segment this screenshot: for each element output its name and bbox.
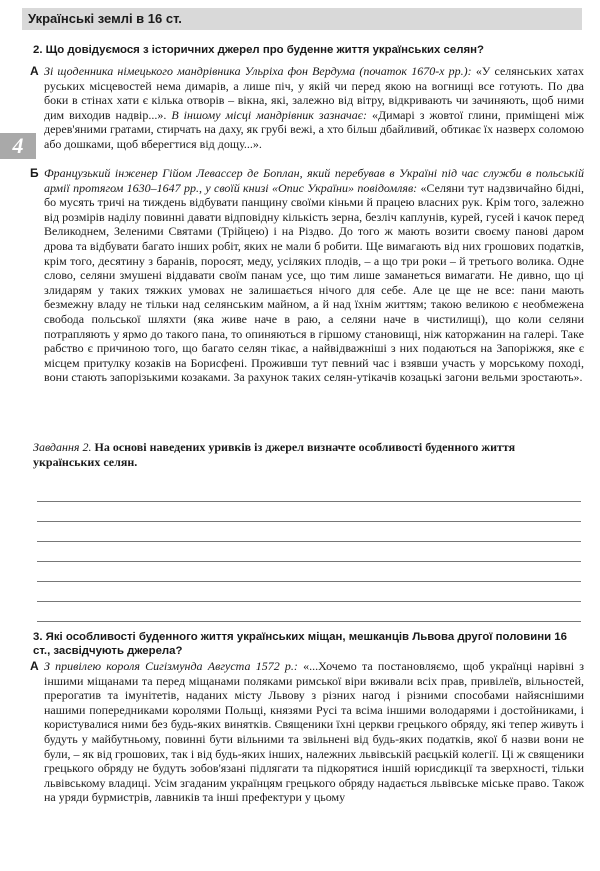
source-2b (30, 166, 584, 385)
answer-line[interactable] (37, 562, 581, 582)
source-quote: «...Хочемо та постановляємо, щоб українці нарівні з іншими міщанами та перед міщанами поляками римської віри вживали всіх прав, привілеїв, вільностей, прерогатив та імунітетів, наданих місту Львову з різних нагод і різними способами найяснішими нашими попередниками королями Польщі, князями Русі та всіма іншими володарями і достойниками, і користувалися ними без будь-яких винятків. Священики їхні церкви грецького обряду, які тепер живуть і будуть у майбутньому, повинні бути вільними та звільнені від будь-яких податків, якої б назви вони не були, – як від грошових, так і від будь-яких інших, належних львівській раєцькій колегії. Ці ж священики грецького обряду не будуть зобов'язані підлягати та підкорятися іншій юрисдикції та зверхності, тільки львівському владиці. Усім згаданим українцям грецького обряду надається львівське міське право. Також на уряди бурмистрів, лавників та інші префектури у цьому (44, 659, 585, 805)
chapter-number: 4 (12, 133, 24, 158)
task-label: Завдання 2. (33, 440, 92, 454)
chapter-tab (0, 133, 36, 159)
answer-line[interactable] (37, 542, 581, 562)
source-quote: «Селяни тут надзвичайно бідні, бо мусять тричі на тиждень відбувати панщину своїми кіньми й працею власних рук. Крім того, залежно від розмірів наділу повинні давати відповідну кількість зерна, безліч каплунів, курей, гусей і качок перед Великоднем, Зеленими Святами (Трійцею) і на Різдво. До того ж мають возити своєму панові даром дрова та відбувати багато інших робіт, яких не мали б робити. Ще вимагають від них грошових податків, крім того, десятину з баранів, поросят, меду, усіляких плодів, – а що три роки – й третього волика. Одне слово, селяни змушені віддавати своїм панам усе, що тим лише заманеться вимагати. Не дивно, що ці злидарям у таких тяжких умовах не залишається нічого для себе. Але це ще не все: пани мають безмежну владу не тільки над селянським майном, а й над їхнім життям; такою великою є необмежена свобода польської шляхти (яка живе наче в раю, а селяни наче в чистилищі), що коли селяни потрапляють у ярмо до такого пана, то опиняються в гіршому становищі, ніж каторжанин на галері. Таке рабство є причиною того, що багато селян тікає, а найвідважніші з них подаються на Запоріжжя, яке є місцем притулку козаків на Борисфені. Проживши тут певний час і взявши участь у морському поході, вони стають запорізькими козаками. За рахунок таких селян-утікачів козацькі загони вельми зростають». (44, 180, 584, 385)
answer-lines[interactable] (37, 482, 581, 622)
answer-line[interactable] (37, 482, 581, 502)
answer-line[interactable] (37, 522, 581, 542)
source-letter: А (30, 64, 39, 78)
source-title: Зі щоденника німецького мандрівника Ульріха фон Вердума (початок 1670-х рр.): (44, 64, 472, 78)
answer-line[interactable] (37, 582, 581, 602)
source-2a (30, 64, 584, 152)
source-quote: «Димарі з жовтої глини, приміщені між дерев'яними гратами, стирчать на даху, як грубі вежі, а хто більш дбайливий, обтикає їх назверх соломою або дошками, щоб вберегтися від дощу...». (44, 107, 584, 151)
task-2 (33, 440, 581, 469)
page-header-title: Українські землі в 16 ст. (28, 11, 182, 26)
source-3a (30, 659, 585, 805)
question-2 (33, 43, 581, 57)
source-quote: «У селянських хатах руських місцевостей нема димарів, а лише піч, у якій чи перед якою на вогнищі все готують. По два боки в стінах хати є кілька отворів – вікна, які, залежно від вітру, відкривають чи зачиняють, щоб ними дим виходив надвір...». (44, 64, 584, 122)
answer-line[interactable] (37, 502, 581, 522)
source-title: Французький інженер Гійом Левассер де Боплан, який перебував в Україні під час служби в польській армії протягом 1630–1647 рр., у своїй книзі «Опис України» повідомляв: (44, 166, 584, 195)
answer-line[interactable] (37, 602, 581, 622)
question-3-text: 3. Які особливості буденного життя українських міщан, мешканців Львова другої половини 16 ст., засвідчують джерела? (33, 631, 567, 657)
source-letter: Б (30, 166, 39, 180)
question-2-text: 2. Що довідуємося з історичних джерел про буденне життя українських селян? (33, 44, 484, 56)
source-remark: В іншому місці мандрівник зазначає: (171, 107, 367, 122)
task-text: На основі наведених уривків із джерел визначте особливості буденного життя українських селян. (33, 440, 516, 469)
source-letter: А (30, 659, 39, 673)
page-header (22, 8, 582, 30)
question-3 (33, 630, 581, 658)
source-title: З привілею короля Сигізмунда Августа 1572 р.: (44, 659, 298, 673)
